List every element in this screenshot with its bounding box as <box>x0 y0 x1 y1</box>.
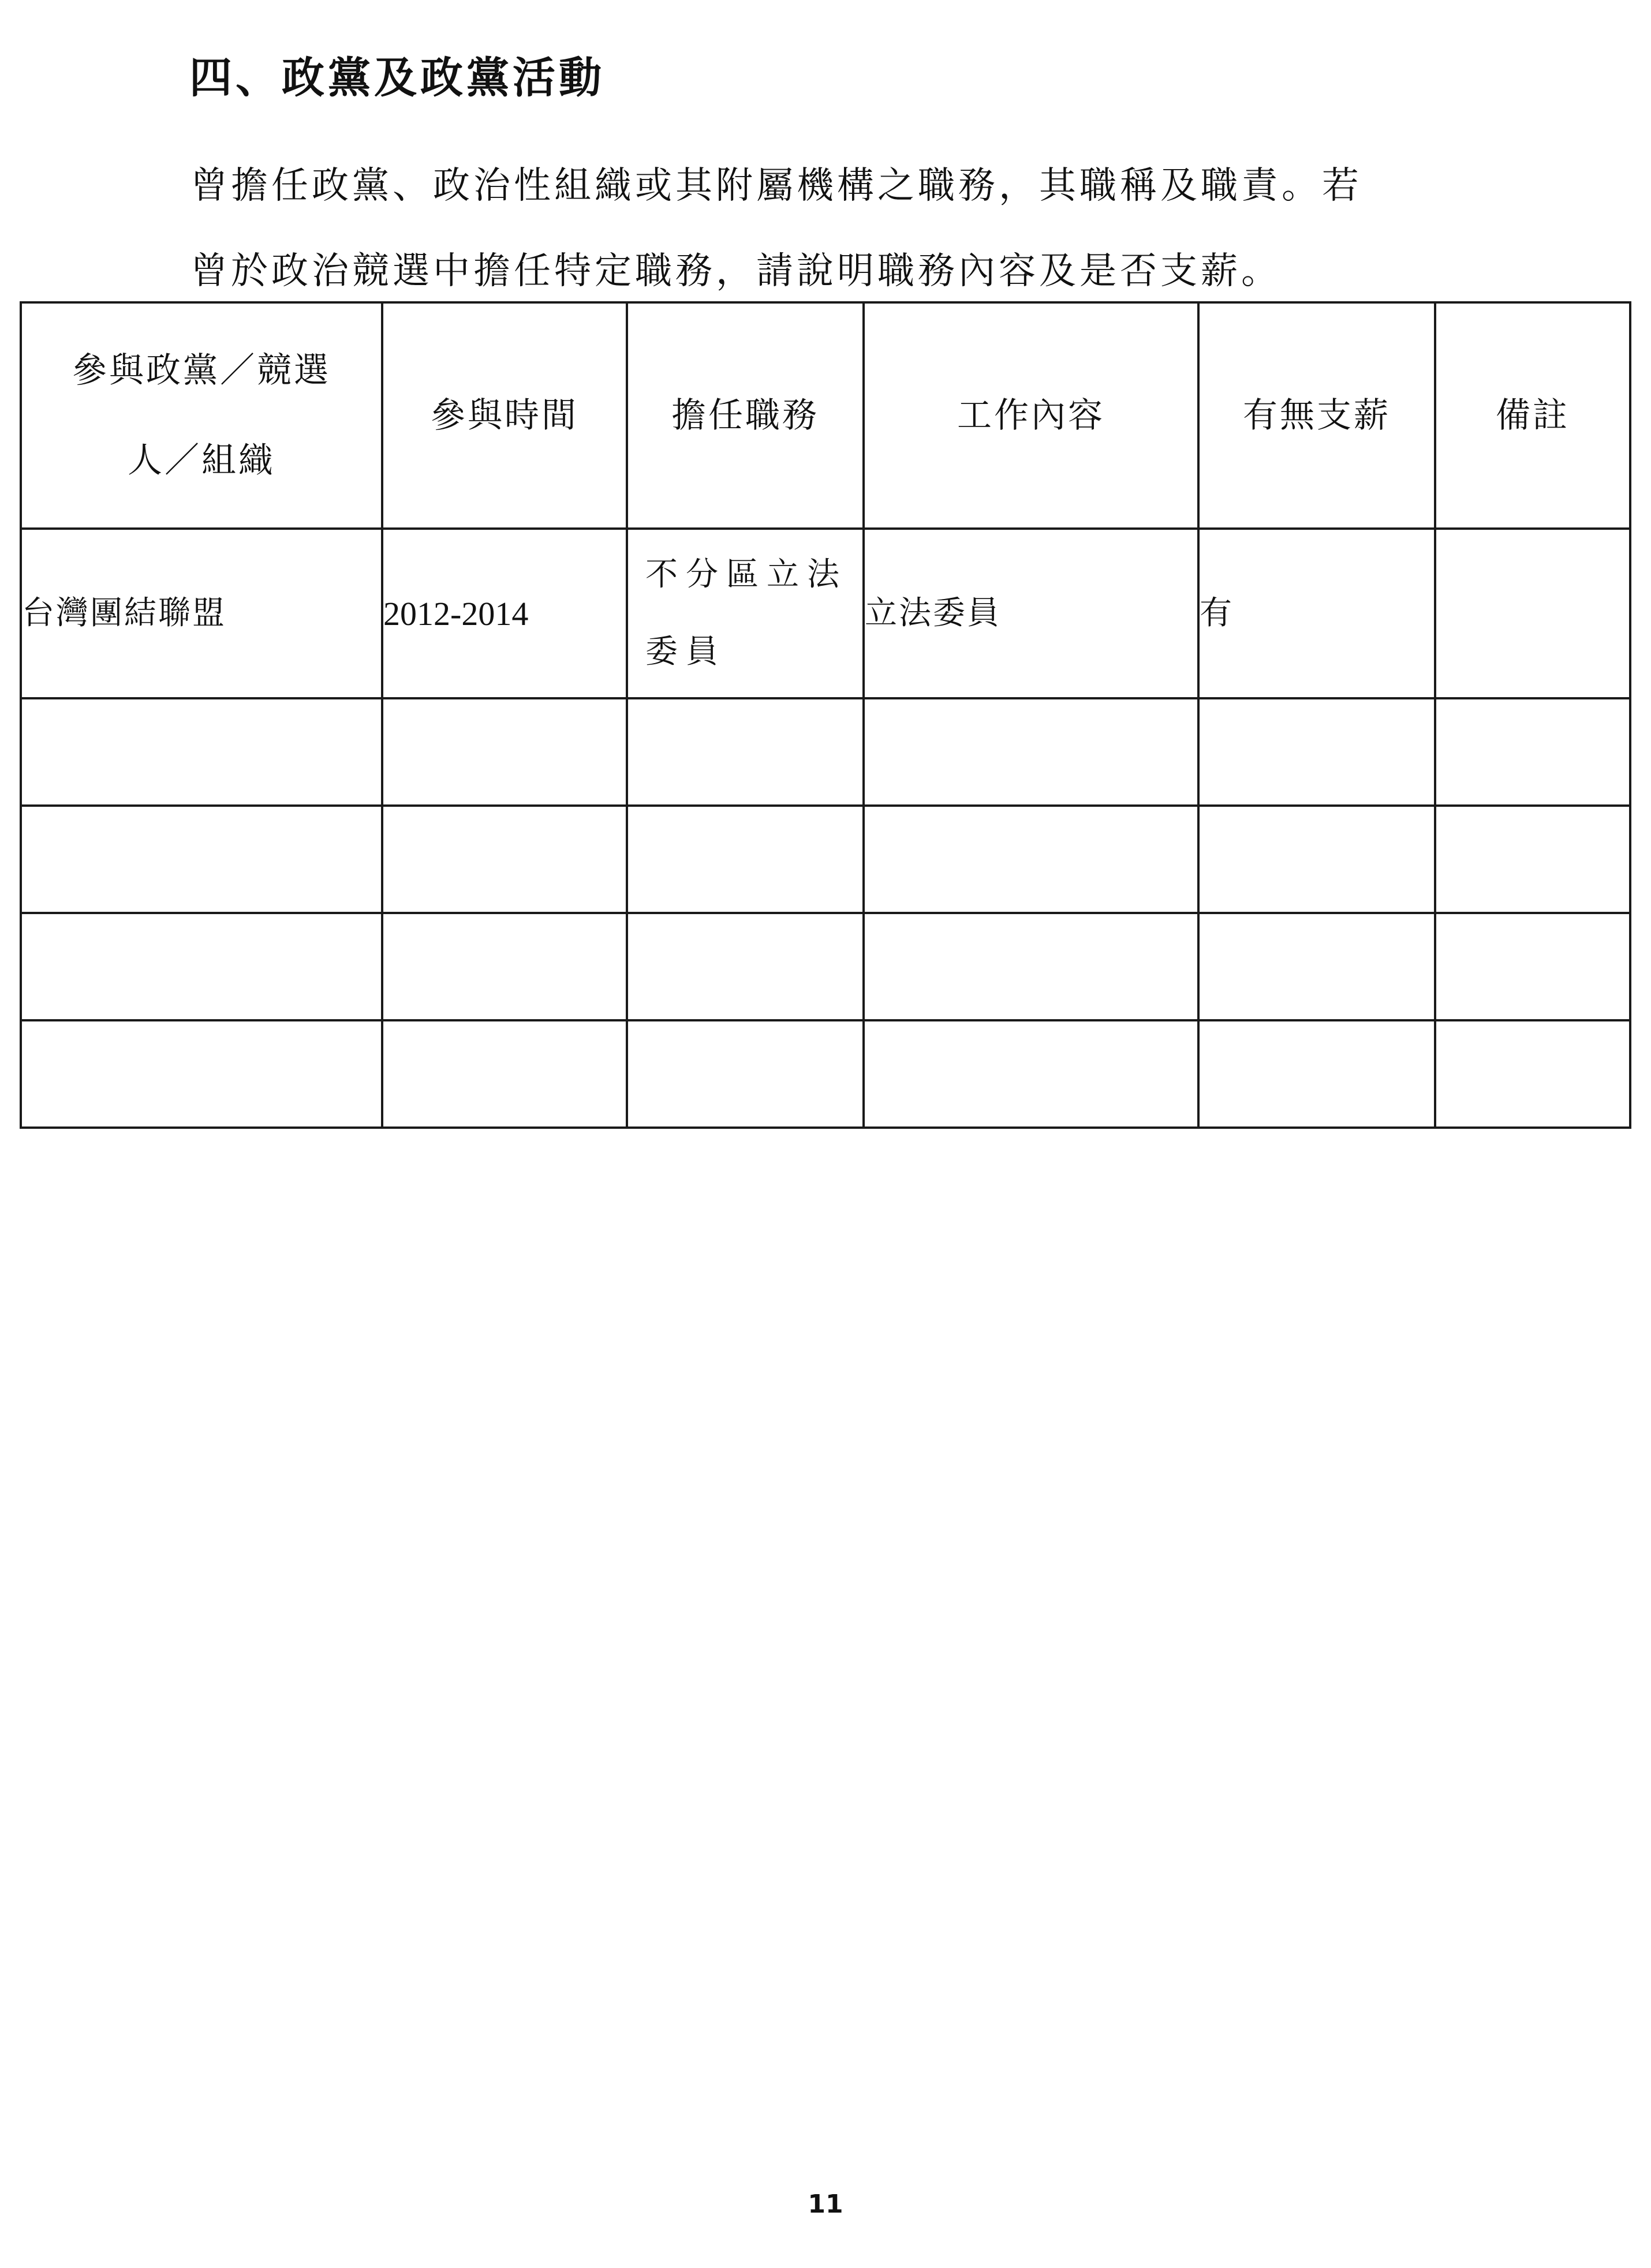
header-party <box>21 302 382 529</box>
table-row <box>21 529 1630 698</box>
cell-role-line-1: 不分區立法 <box>645 556 847 593</box>
header-salary: 有無支薪 <box>1198 302 1435 529</box>
page-number: 11 <box>808 2190 843 2219</box>
header-duties: 工作內容 <box>864 302 1198 529</box>
empty-cell <box>864 1020 1198 1128</box>
empty-table-row <box>21 913 1630 1020</box>
cell-period: 2012-2014 <box>382 529 627 698</box>
empty-cell <box>1198 806 1435 913</box>
empty-cell <box>382 806 627 913</box>
empty-cell <box>21 1020 382 1128</box>
cell-notes <box>1435 529 1630 698</box>
intro-line-1: 曾擔任政黨、政治性組織或其附屬機構之職務，其職稱及職責。若 <box>190 164 1362 207</box>
cell-duties: 立法委員 <box>864 529 1198 698</box>
empty-table-row <box>21 698 1630 806</box>
empty-cell <box>1435 806 1630 913</box>
table-header-row <box>21 302 1630 529</box>
header-party-line-1: 參與政黨／競選 <box>72 350 331 391</box>
empty-cell <box>864 913 1198 1020</box>
cell-role <box>627 529 864 698</box>
header-notes: 備註 <box>1435 302 1630 529</box>
empty-cell <box>1198 698 1435 806</box>
empty-cell <box>627 806 864 913</box>
empty-cell <box>1435 1020 1630 1128</box>
empty-cell <box>21 913 382 1020</box>
empty-table-row <box>21 1020 1630 1128</box>
empty-cell <box>382 913 627 1020</box>
header-role: 擔任職務 <box>627 302 864 529</box>
cell-salary: 有 <box>1198 529 1435 698</box>
header-party-line-2: 人／組織 <box>128 440 275 481</box>
empty-cell <box>1435 698 1630 806</box>
empty-cell <box>864 698 1198 806</box>
header-period: 參與時間 <box>382 302 627 529</box>
cell-party: 台灣團結聯盟 <box>21 529 382 698</box>
empty-cell <box>627 698 864 806</box>
empty-cell <box>21 806 382 913</box>
empty-cell <box>627 913 864 1020</box>
party-activity-table <box>20 301 1631 1129</box>
empty-cell <box>382 698 627 806</box>
empty-cell <box>21 698 382 806</box>
section-title: 四、政黨及政黨活動 <box>189 53 605 103</box>
empty-cell <box>1198 913 1435 1020</box>
empty-table-row <box>21 806 1630 913</box>
empty-cell <box>382 1020 627 1128</box>
empty-cell <box>864 806 1198 913</box>
intro-line-2: 曾於政治競選中擔任特定職務，請說明職務內容及是否支薪。 <box>190 250 1282 293</box>
empty-cell <box>1435 913 1630 1020</box>
cell-role-line-2: 委員 <box>645 633 726 671</box>
empty-cell <box>1198 1020 1435 1128</box>
empty-cell <box>627 1020 864 1128</box>
